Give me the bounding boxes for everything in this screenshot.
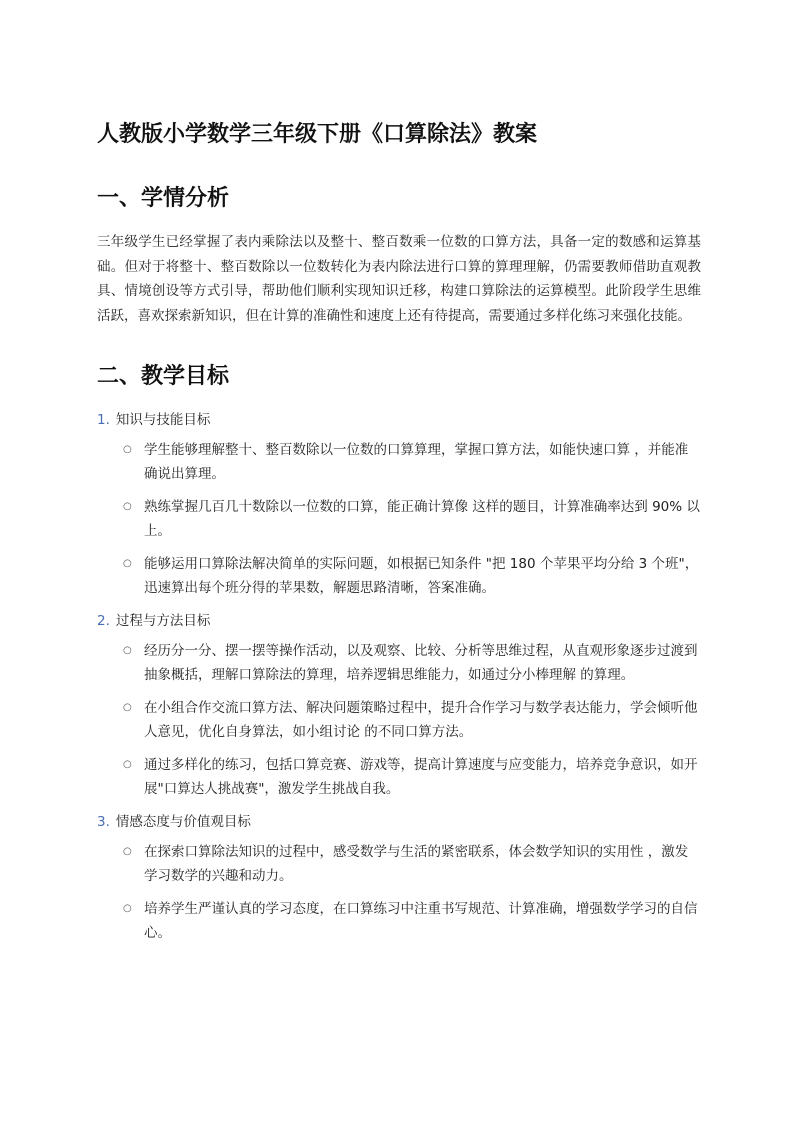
- bullet-circle-icon: ○: [123, 846, 132, 857]
- list-number: 3.: [97, 814, 110, 830]
- objective-group: [97, 408, 701, 600]
- list-number: 1.: [97, 412, 110, 428]
- list-number: 2.: [97, 613, 110, 629]
- analysis-paragraph: 三年级学生已经掌握了表内乘除法以及整十、整百数乘一位数的口算方法，具备一定的数感和运算基础。但对于将整十、整百数除以一位数转化为表内除法进行口算的算理理解，仍需要教师借助直观教具、情境创设等方式引导，帮助他们顺利实现知识迁移，构建口算除法的运算模型。此阶段学生思维活跃，喜欢探索新知识，但在计算的准确性和速度上还有待提高，需要通过多样化练习来强化技能。: [97, 234, 701, 324]
- list-item: ○ 学生能够理解整十、整百数除以一位数的口算算理，掌握口算方法，如能快速口算 ，并能准确说出算理。: [97, 438, 701, 486]
- document-title: 人教版小学数学三年级下册《口算除法》教案: [97, 122, 538, 147]
- list-item: ○ 在探索口算除法知识的过程中，感受数学与生活的紧密联系，体会数学知识的实用性 ，激发学习数学的兴趣和动力。: [97, 840, 701, 888]
- objective-group-label: 知识与技能目标: [115, 412, 211, 428]
- objective-group-label: 情感态度与价值观目标: [115, 814, 251, 830]
- section-heading-objectives: 二、教学目标: [97, 364, 230, 389]
- objective-group: [97, 609, 701, 801]
- list-item: ○ 培养学生严谨认真的学习态度，在口算练习中注重书写规范、计算准确，增强数学学习的自信心。: [97, 897, 701, 945]
- objective-group-label: 过程与方法目标: [115, 613, 211, 629]
- bullet-circle-icon: ○: [123, 903, 132, 914]
- document-page: [97, 118, 701, 954]
- bullet-circle-icon: ○: [123, 759, 132, 770]
- bullet-circle-icon: ○: [123, 444, 132, 455]
- bullet-circle-icon: ○: [123, 558, 132, 569]
- bullet-circle-icon: ○: [123, 501, 132, 512]
- section-heading-analysis: 一、学情分析: [97, 186, 230, 211]
- list-item: ○ 经历分一分、摆一摆等操作活动，以及观察、比较、分析等思维过程，从直观形象逐步过渡到抽象概括，理解口算除法的算理，培养逻辑思维能力，如通过分小棒理解 的算理。: [97, 639, 701, 687]
- bullet-circle-icon: ○: [123, 645, 132, 656]
- list-item: ○ 在小组合作交流口算方法、解决问题策略过程中，提升合作学习与数学表达能力，学会倾听他人意见，优化自身算法，如小组讨论 的不同口算方法。: [97, 696, 701, 744]
- list-item: ○ 通过多样化的练习，包括口算竞赛、游戏等，提高计算速度与应变能力，培养竞争意识，如开展"口算达人挑战赛"，激发学生挑战自我。: [97, 753, 701, 801]
- objective-group-heading: [97, 408, 701, 432]
- objective-group: [97, 810, 701, 945]
- list-item: ○ 能够运用口算除法解决简单的实际问题，如根据已知条件 "把 180 个苹果平均分给 3 个班"，迅速算出每个班分得的苹果数，解题思路清晰，答案准确。: [97, 552, 701, 600]
- bullet-circle-icon: ○: [123, 702, 132, 713]
- list-item: ○ 熟练掌握几百几十数除以一位数的口算，能正确计算像 这样的题目，计算准确率达到 90% 以上。: [97, 495, 701, 543]
- objective-group-heading: [97, 810, 701, 834]
- objective-group-heading: [97, 609, 701, 633]
- objectives-list: [97, 408, 701, 945]
